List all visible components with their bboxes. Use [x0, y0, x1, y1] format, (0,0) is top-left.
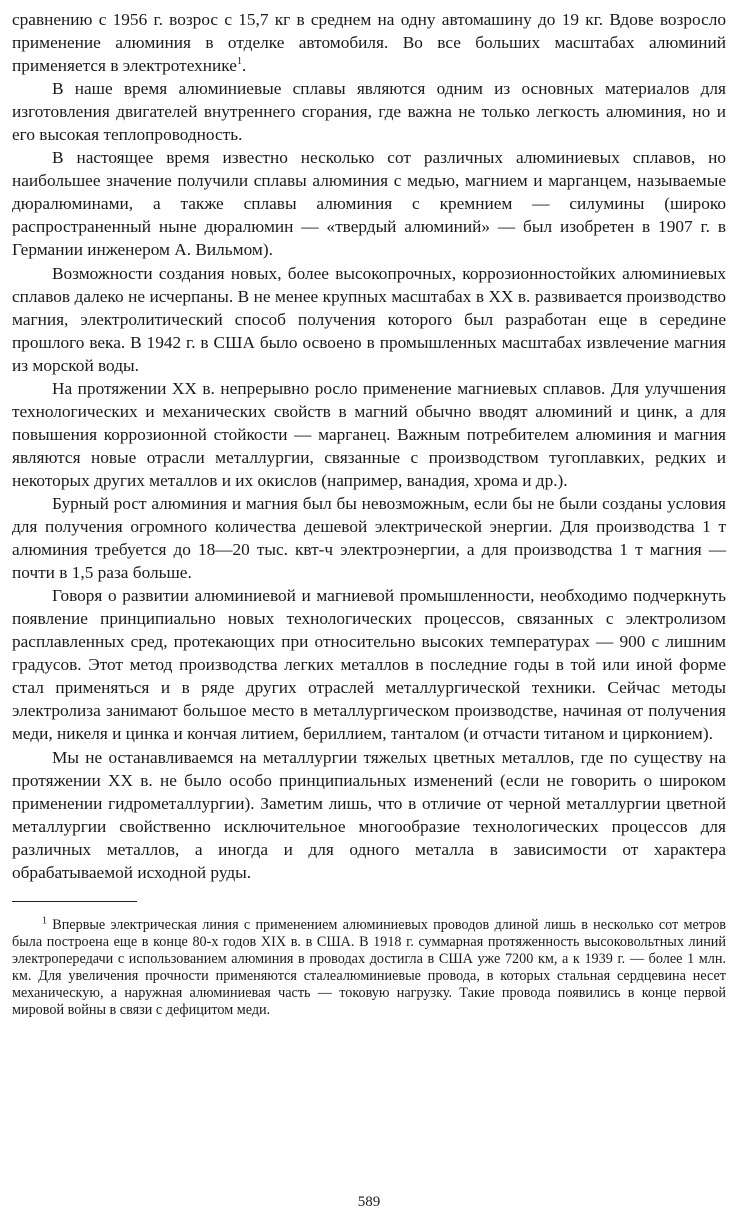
footnote-1 [12, 917, 726, 1020]
paragraph-1-end: . [241, 56, 247, 76]
paragraph-6: Бурный рост алюминия и магния был бы невозможным, если бы не были созданы условия для получения огромного количества дешевой электрической энергии. Для производства 1 т алюминия требуется до 18—20 тыс. квт-ч электроэнергии, а для производства 1 т магния — почти в 1,5 раза больше. [12, 493, 726, 583]
paragraph-5: На протяжении XX в. непрерывно росло применение магниевых сплавов. Для улучшения технологических и механических свойств в магний обычно вводят алюминий и цинк, а для повышения коррозионной стойкости — марганец. Важным потребителем алюминия и магния являются новые отрасли металлургии, связанные с производством тугоплавких, редких и некоторых других металлов и их окислов (например, ванадия, хрома и др.). [12, 378, 726, 490]
footnote-divider [12, 901, 137, 902]
footnotes [12, 917, 726, 1020]
paragraph-8: Мы не останавливаемся на металлургии тяжелых цветных металлов, где по существу на протяжении XX в. не было особо принципиальных изменений (если не говорить о широком применении гидрометаллургии). Заметим лишь, что в отличие от черной металлургии цветной металлургии свойственно исключительное многообразие технологических процессов для различных металлов, а иногда и для одного металла в зависимости от характера обрабатываемой исходной руды. [12, 747, 726, 882]
paragraph-2: В наше время алюминиевые сплавы являются одним из основных материалов для изготовления двигателей внутреннего сгорания, где важна не только легкость алюминия, но и его высокая теплопроводность. [12, 79, 726, 145]
footnote-reference: 1 [236, 56, 242, 68]
paragraph-7: Говоря о развитии алюминиевой и магниевой промышленности, необходимо подчеркнуть появление принципиально новых технологических процессов, связанных с электролизом расплавленных сред, протекающих при относительно высоких температурах — 900 с лишним градусов. Этот метод производства легких металлов в последние годы в той или иной форме стал применяться и в ряде других отраслей металлургической техники. Сейчас методы электролиза занимают большое место в металлургическом производстве, начиная от получения меди, никеля и цинка и кончая литием, бериллием, танталом (и отчасти титаном и цирконием). [12, 586, 726, 744]
body-text [12, 8, 726, 884]
page-number: 589 [357, 1194, 381, 1210]
footnote-marker: 1 [42, 915, 47, 927]
paragraph-3: В настоящее время известно несколько сот различных алюминиевых сплавов, но наибольшее значение получили сплавы алюминия с медью, магнием и марганцем, называемые дюралюминами, а также сплавы алюминия с кремнием — силумины (широко распространенный ныне дюралюмин — «твердый алюминий» — был изобретен в 1907 г. в Германии инженером А. Вильмом). [12, 148, 726, 260]
paragraph-4: Возможности создания новых, более высокопрочных, коррозионностойких алюминиевых сплавов далеко не исчерпаны. В не менее крупных масштабах в XX в. развивается производство магния, электролитический способ получения которого был разработан еще в середине прошлого века. В 1942 г. в США было освоено в промышленных масштабах извлечение магния из морской воды. [12, 263, 726, 375]
footnote-text: Впервые электрическая линия с применением алюминиевых проводов длиной лишь в несколько сот метров была построена еще в конце 80-х годов XIX в. в США. В 1918 г. суммарная протяженность высоковольтных линий электропередачи с использованием алюминия в проводах достигла в США уже 7200 км, а к 1939 г. — более 1 млн. км. Для увеличения прочности применяются сталеалюминиевые провода, в которых стальная сердцевина несет механическую, а наружная алюминиевая часть — токовую нагрузку. Такие провода появились в конце первой мировой войны в связи с дефицитом меди. [12, 916, 727, 1019]
paragraph-1 [12, 8, 726, 77]
paragraph-1-text: сравнению с 1956 г. возрос с 15,7 кг в среднем на одну автомашину до 19 кг. Вдове возросло применение алюминия в отделке автомобиля. Во все больших масштабах алюминий применяется в электротехнике [12, 10, 726, 76]
